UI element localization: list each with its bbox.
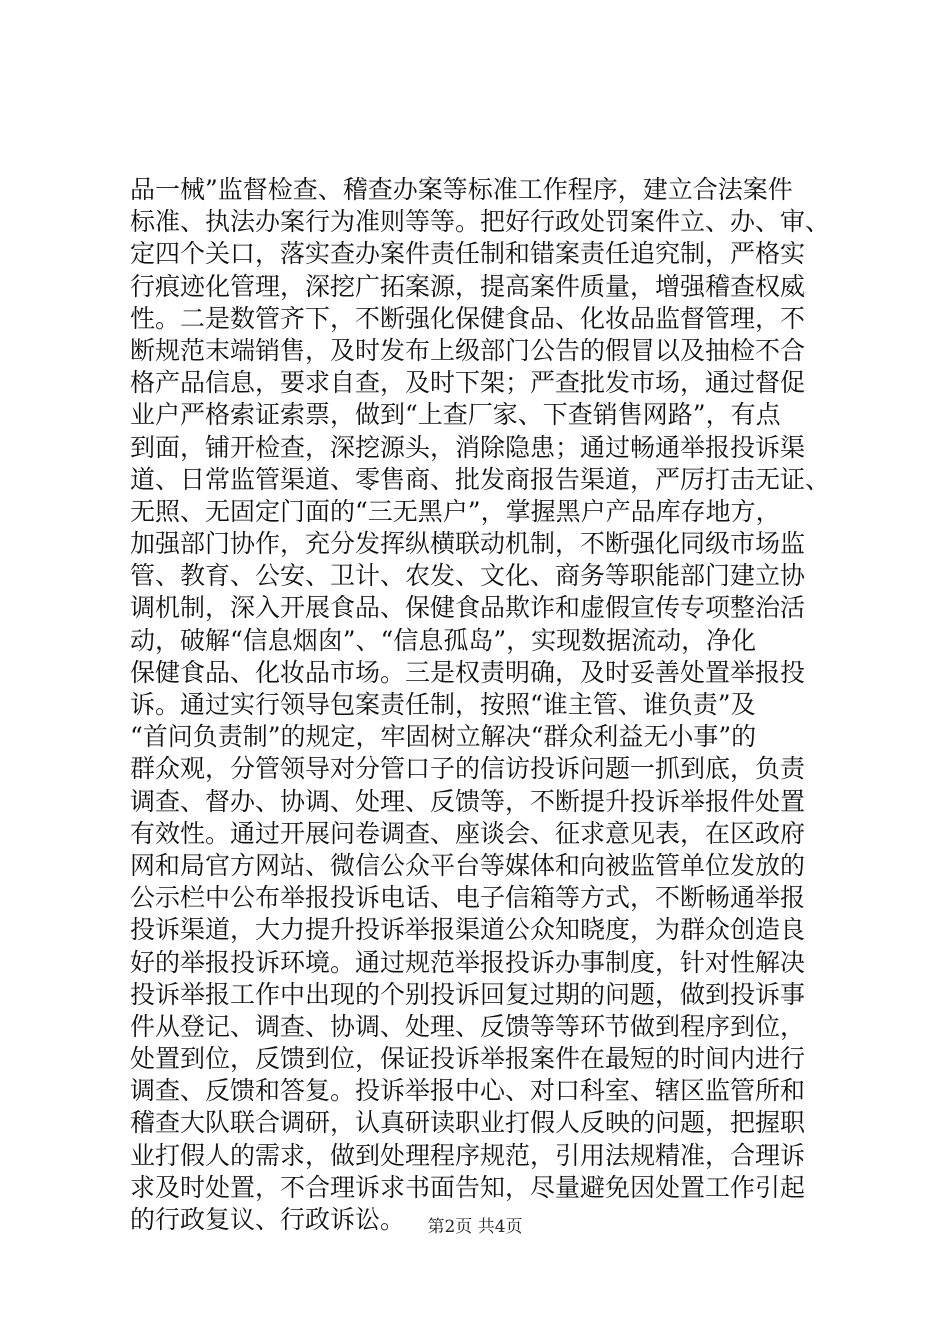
text-line: 件从登记、调查、协调、处理、反馈等等环节做到程序到位， (130, 1011, 806, 1041)
text-line: 公示栏中公布举报投诉电话、电子信箱等方式，不断畅通举报 (130, 883, 806, 913)
text-line: 保健食品、化妆品市场。三是权责明确，及时妥善处置举报投 (130, 657, 806, 687)
text-line: 性。二是数管齐下，不断强化保健食品、化妆品监督管理，不 (130, 303, 806, 333)
text-line: 道、日常监管渠道、零售商、批发商报告渠道，严厉打击无证、 (130, 464, 831, 494)
text-line: 定四个关口，落实查办案件责任制和错案责任追究制，严格实 (130, 239, 806, 269)
text-line: 群众观，分管领导对分管口子的信访投诉问题一抓到底，负责 (130, 754, 806, 784)
text-line: 品一械”监督检查、稽查办案等标准工作程序，建立合法案件 (130, 175, 793, 204)
text-line: 无照、无固定门面的“三无黑户”，掌握黑户产品库存地方， (130, 496, 781, 526)
text-line: 标准、执法办案行为准则等等。把好行政处罚案件立、办、审、 (130, 207, 831, 237)
page-number-footer: 第2页 共4页 (427, 1217, 523, 1237)
text-line: 投诉举报工作中出现的个别投诉回复过期的问题，做到投诉事 (130, 979, 806, 1009)
text-line: 的行政复议、行政诉讼。 (130, 1205, 406, 1234)
text-line: 到面，铺开检查，深挖源头，消除隐患；通过畅通举报投诉渠 (130, 432, 806, 462)
text-line: 断规范末端销售，及时发布上级部门公告的假冒以及抽检不合 (130, 335, 806, 365)
text-line: 管、教育、公安、卫计、农发、文化、商务等职能部门建立协 (130, 561, 806, 591)
text-line: 加强部门协作，充分发挥纵横联动机制，不断强化同级市场监 (130, 529, 806, 559)
body-paragraph (130, 174, 850, 1236)
text-line: 稽查大队联合调研，认真研读职业打假人反映的问题，把握职 (130, 1108, 806, 1138)
text-line: 好的举报投诉环境。通过规范举报投诉办事制度，针对性解决 (130, 947, 806, 977)
text-line: 网和局官方网站、微信公众平台等媒体和向被监管单位发放的 (130, 850, 806, 880)
text-line: 业打假人的需求，做到处理程序规范，引用法规精准，合理诉 (130, 1140, 806, 1170)
text-line: 调查、反馈和答复。投诉举报中心、对口科室、辖区监管所和 (130, 1076, 806, 1106)
text-line: 处置到位，反馈到位，保证投诉举报案件在最短的时间内进行 (130, 1044, 806, 1074)
text-line: “首问负责制”的规定，牢固树立解决“群众利益无小事”的 (130, 722, 757, 752)
text-line: 业户严格索证索票，做到“上查厂家、下查销售网路”，有点 (130, 400, 781, 430)
text-line: 行痕迹化管理，深挖广拓案源，提高案件质量，增强稽查权威 (130, 271, 806, 301)
text-line: 诉。通过实行领导包案责任制，按照“谁主管、谁负责”及 (130, 690, 756, 719)
text-line: 动，破解“信息烟囱”、“信息孤岛”，实现数据流动，净化 (130, 625, 757, 655)
text-line: 有效性。通过开展问卷调查、座谈会、征求意见表，在区政府 (130, 818, 806, 848)
text-line: 调机制，深入开展食品、保健食品欺诈和虚假宣传专项整治活 (130, 593, 806, 623)
text-line: 投诉渠道，大力提升投诉举报渠道公众知晓度，为群众创造良 (130, 915, 806, 945)
text-line: 格产品信息，要求自查，及时下架；严查批发市场，通过督促 (130, 368, 806, 398)
text-line: 调查、督办、协调、处理、反馈等，不断提升投诉举报件处置 (130, 786, 806, 816)
text-line: 求及时处置，不合理诉求书面告知，尽量避免因处置工作引起 (130, 1172, 806, 1202)
